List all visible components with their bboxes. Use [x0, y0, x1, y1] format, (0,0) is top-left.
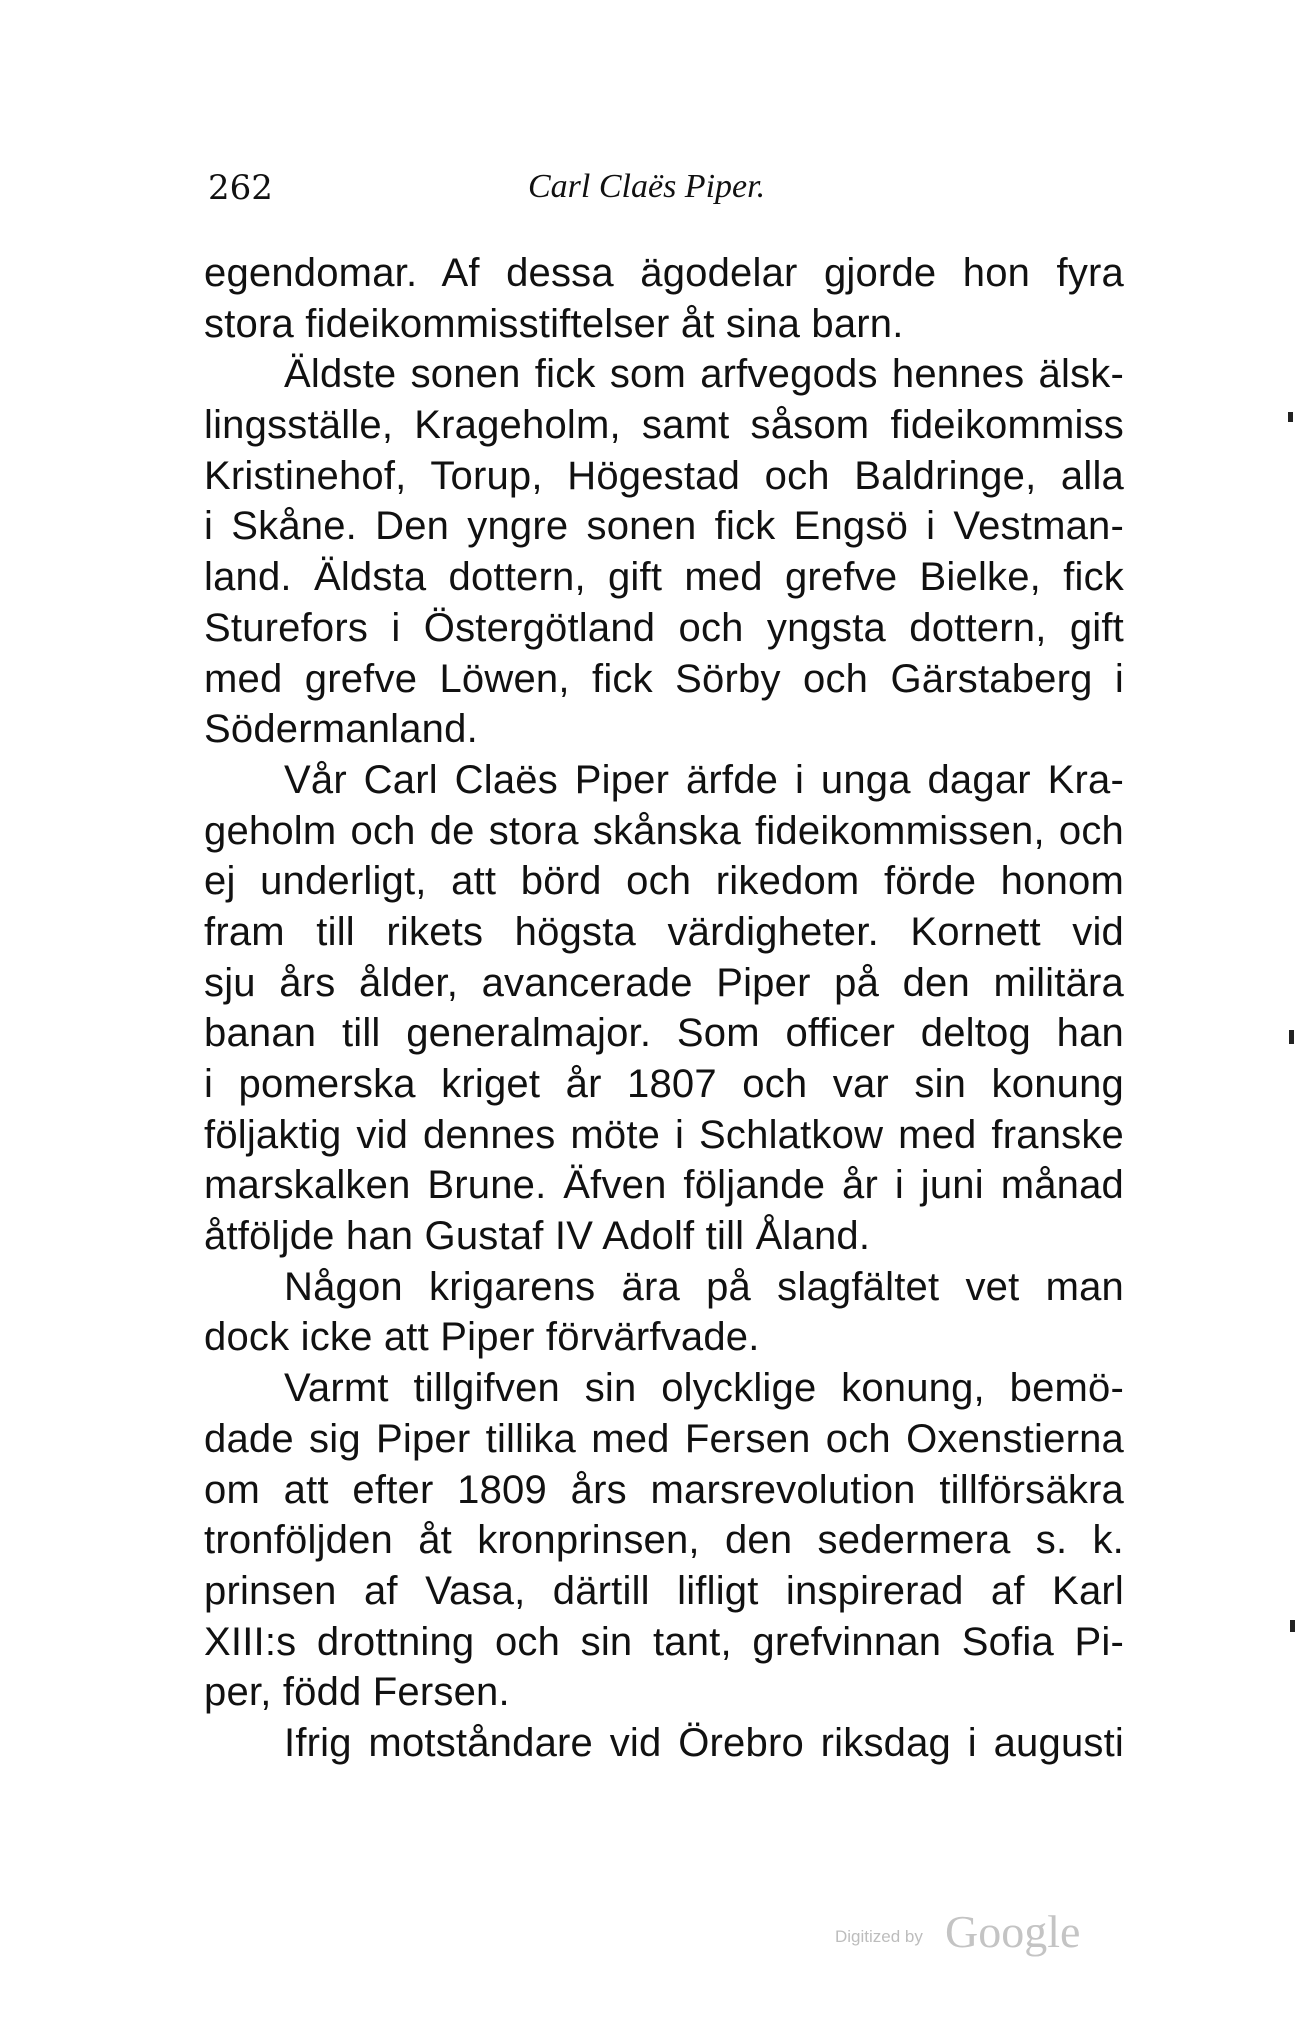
text-line: följaktig vid dennes möte i Schlatkow med franske — [204, 1112, 1124, 1157]
scan-edge-mark — [1289, 1030, 1294, 1044]
scan-edge-mark — [1290, 1620, 1295, 1632]
text-line: per, född Fersen. — [204, 1670, 510, 1715]
page-number: 262 — [208, 168, 273, 208]
text-line: egendomar. Af dessa ägodelar gjorde hon fyra — [204, 251, 1124, 295]
text-line: Varmt tillgifven sin olycklige konung, bemö- — [284, 1366, 1124, 1411]
watermark-prefix: Digitized by — [835, 1927, 923, 1946]
text-line: prinsen af Vasa, därtill lifligt inspirerad af Karl — [204, 1568, 1124, 1613]
running-title: Carl Claës Piper. — [528, 168, 766, 205]
text-line: Kristinehof, Torup, Högestad och Baldringe, alla — [204, 453, 1124, 498]
scan-edge-mark — [1288, 412, 1293, 422]
text-line: tronföljden åt kronprinsen, den sedermera s. k. — [204, 1518, 1124, 1563]
text-line: geholm och de stora skånska fideikommissen, och — [204, 808, 1124, 853]
text-line: marskalken Brune. Äfven följande år i juni månad — [204, 1163, 1124, 1208]
text-line: lingsställe, Krageholm, samt såsom fideikommiss — [204, 403, 1124, 448]
text-line: fram till rikets högsta värdigheter. Kornett vid — [204, 909, 1124, 954]
text-line: i Skåne. Den yngre sonen fick Engsö i Vestman- — [204, 504, 1124, 549]
text-line: om att efter 1809 års marsrevolution tillförsäkra — [204, 1467, 1124, 1512]
text-line: Äldste sonen fick som arfvegods hennes älsk- — [284, 352, 1124, 397]
text-line: Någon krigarens ära på slagfältet vet man — [284, 1264, 1124, 1309]
text-line: i pomerska kriget år 1807 och var sin konung — [204, 1062, 1124, 1106]
text-line: dock icke att Piper förvärfvade. — [204, 1315, 760, 1360]
text-line: ej underligt, att börd och rikedom förde honom — [204, 859, 1124, 904]
text-line: banan till generalmajor. Som officer deltog han — [204, 1011, 1124, 1056]
text-line: land. Äldsta dottern, gift med grefve Bielke, fick — [204, 555, 1124, 600]
text-line: Ifrig motståndare vid Örebro riksdag i augusti — [284, 1720, 1124, 1765]
text-line: sju års ålder, avancerade Piper på den militära — [204, 960, 1124, 1005]
text-line: Södermanland. — [204, 707, 478, 752]
text-line: åtföljde han Gustaf IV Adolf till Åland. — [204, 1214, 871, 1259]
running-header — [208, 168, 1208, 218]
google-logo: Google — [945, 1906, 1081, 1957]
text-line: med grefve Löwen, fick Sörby och Gärstaberg i — [204, 656, 1124, 701]
body-text — [204, 248, 1124, 1769]
text-line: stora fideikommisstiftelser åt sina barn. — [204, 301, 904, 346]
text-line: Sturefors i Östergötland och yngsta dottern, gift — [204, 605, 1124, 650]
text-line: Vår Carl Claës Piper ärfde i unga dagar Kra- — [284, 757, 1124, 802]
text-line: XIII:s drottning och sin tant, grefvinnan Sofia Pi- — [204, 1619, 1124, 1664]
text-line: dade sig Piper tillika med Fersen och Oxenstierna — [204, 1416, 1124, 1461]
